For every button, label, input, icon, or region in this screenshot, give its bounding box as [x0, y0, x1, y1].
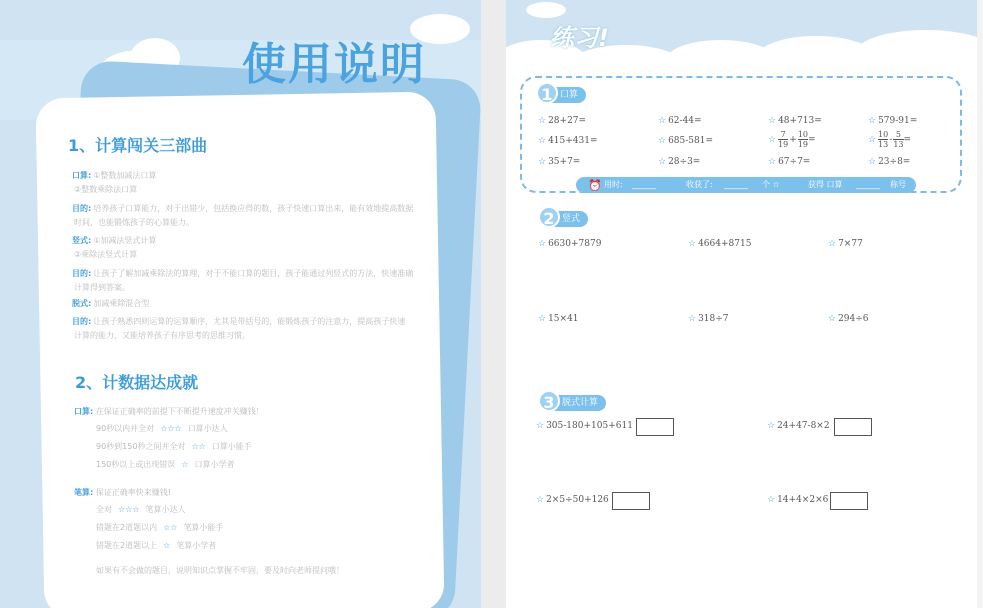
problem-text: 685-581=	[668, 136, 714, 146]
stepwise-problem	[767, 495, 828, 505]
fraction	[878, 130, 888, 149]
row-tag: 竖式:	[72, 236, 92, 245]
oral-problem	[538, 136, 598, 146]
vertical-badge	[540, 211, 588, 227]
problem-text: 415+431=	[548, 136, 598, 146]
problem-text: 23÷8=	[878, 157, 911, 167]
row-text: ②乘除法竖式计算	[74, 250, 138, 259]
problem-text: 318÷7	[698, 314, 729, 324]
page-gap	[481, 0, 506, 608]
reward-title: 口算小学者	[194, 460, 235, 469]
problem-text: 15×41	[548, 314, 579, 324]
problem-text: 6630+7879	[548, 239, 602, 249]
row-text: ②整数乘除法口算	[74, 185, 138, 194]
written-intro: 保证正确率快来赚钱!	[95, 488, 171, 497]
row-tag: 脱式:	[72, 299, 92, 308]
row-text: ①整数加减法口算	[93, 171, 157, 180]
reward-title: 笔算小学者	[176, 541, 217, 550]
vertical-problem	[538, 239, 601, 249]
problem-text: 62-44=	[668, 116, 702, 126]
instruction-row	[72, 203, 413, 214]
instruction-row	[72, 217, 194, 228]
denominator: 19	[778, 140, 789, 149]
stepwise-label: 脱式计算	[562, 398, 599, 408]
oral-problem	[658, 157, 700, 167]
score-bar	[576, 177, 916, 193]
written-tag: 笔算:	[74, 488, 94, 497]
fraction	[893, 130, 903, 149]
row-text: 培养孩子口算能力，对于出错少，包括换应得的数，孩子快速口算出来，能有效地提高数据	[93, 204, 414, 213]
problem-text: 2×5÷50+126	[546, 495, 609, 505]
numerator: 10	[797, 130, 808, 139]
instruction-row	[72, 184, 137, 195]
problem-text: 28÷3=	[668, 157, 701, 167]
answer-box[interactable]	[612, 492, 650, 510]
oral-problem	[538, 157, 580, 167]
time-label: 用时:	[604, 180, 623, 189]
equals-sign: =	[808, 135, 816, 145]
reward-condition: 90秒以内并全对	[96, 424, 155, 433]
section-number-badge: 3	[538, 390, 560, 412]
oral-intro: 在保证正确率的前提下不断提升速度冲关赚钱！	[95, 407, 264, 416]
section2-heading: 2、计数据达成就	[75, 373, 199, 392]
numerator: 10	[878, 130, 889, 139]
star-icon: ☆	[688, 239, 697, 249]
reward-title: 笔算小达人	[145, 505, 186, 514]
star-icon: ☆	[538, 136, 547, 146]
answer-box[interactable]	[830, 492, 868, 510]
problem-text: 579-91=	[878, 116, 918, 126]
star-icon: ☆☆☆	[160, 424, 182, 433]
oral-problem	[868, 116, 917, 126]
gain-blank[interactable]: ______	[724, 180, 748, 189]
reward-condition: 全对	[96, 505, 112, 514]
equals-sign: =	[903, 135, 912, 145]
gain-label: 收获了:	[686, 180, 713, 189]
star-icon: ☆	[658, 136, 667, 146]
vertical-problem	[688, 239, 751, 249]
row-tag: 口算:	[72, 171, 92, 180]
section-number-badge: 2	[538, 206, 560, 228]
vertical-problem	[688, 314, 729, 324]
reward-title: 口算小能手	[211, 442, 252, 451]
practice-title: 练习!	[550, 24, 609, 52]
star-icon: ☆	[538, 116, 547, 126]
problem-text: 35+7=	[548, 157, 581, 167]
problem-text: 24+47-8×2	[777, 421, 830, 431]
star-icon: ☆	[868, 157, 877, 167]
instruction-row	[72, 235, 156, 246]
star-icon: ☆	[768, 157, 777, 167]
oral-intro-row	[74, 406, 264, 417]
oral-tag: 口算:	[74, 407, 94, 416]
problem-text: 67÷7=	[778, 157, 811, 167]
rank-blank[interactable]: ______	[856, 180, 880, 189]
star-icon: ☆	[538, 157, 547, 167]
denominator: 13	[878, 140, 889, 149]
problem-text: 4664+8715	[698, 239, 752, 249]
row-text: 让孩子熟悉四则运算的运算顺序，尤其是带括号的，能锻炼孩子的注意力，提高孩子快速	[93, 317, 406, 326]
vertical-label: 竖式	[562, 214, 581, 224]
row-tag: 目的:	[72, 269, 92, 278]
star-icon: ☆	[768, 135, 777, 145]
operator: +	[789, 135, 797, 145]
reward-condition: 错题在2道题以上	[96, 541, 158, 550]
row-tag: 目的:	[72, 317, 92, 326]
practice-page	[506, 0, 977, 608]
reward-row	[96, 540, 216, 551]
stepwise-problem	[536, 421, 633, 431]
star-icon: ☆	[868, 116, 877, 126]
stepwise-problem	[536, 495, 609, 505]
problem-text: 14+4×2×6	[777, 495, 829, 505]
reward-row	[96, 423, 228, 434]
star-icon: ☆☆	[191, 442, 206, 451]
instruction-row	[72, 316, 405, 327]
cloud-decoration	[856, 30, 977, 75]
star-icon: ☆	[181, 460, 189, 469]
vertical-problem	[828, 314, 869, 324]
row-text: ①加减法竖式计算	[93, 236, 157, 245]
oral-problem	[768, 130, 816, 149]
reward-title: 口算小达人	[187, 424, 228, 433]
star-icon: ☆	[767, 495, 776, 505]
oral-problem	[658, 116, 702, 126]
time-blank[interactable]: ______	[632, 180, 656, 189]
vertical-problem	[828, 239, 863, 249]
row-text: 计算的能力，又能培养孩子有序思考的思维习惯。	[74, 331, 250, 340]
reward-condition: 150秒以上或出现错误	[96, 460, 176, 469]
answer-box[interactable]	[834, 418, 872, 436]
star-icon: ☆	[868, 135, 877, 145]
instruction-row	[72, 282, 130, 293]
instruction-row	[72, 249, 137, 260]
row-text: 计算得到答案。	[74, 283, 130, 292]
row-tag: 目的:	[72, 204, 92, 213]
reward-row	[96, 441, 252, 452]
star-icon: ☆	[658, 116, 667, 126]
written-intro-row	[74, 487, 171, 498]
stepwise-problem	[767, 421, 830, 431]
page-title: 使用说明	[242, 39, 426, 90]
reward-row	[96, 504, 186, 515]
oral-problem	[868, 130, 911, 149]
reward-row	[96, 459, 234, 470]
fraction	[798, 130, 808, 149]
oral-problem	[768, 157, 810, 167]
clock-icon: ⏰	[588, 179, 602, 192]
reward-row	[96, 522, 223, 533]
row-text: 让孩子了解加减乘除法的算理，对于不能口算的题目，孩子能通过列竖式的方法，快速准确	[93, 269, 414, 278]
instruction-row	[72, 298, 149, 309]
reward-title: 笔算小能手	[183, 523, 224, 532]
instruction-row	[72, 330, 250, 341]
footer-note: 如果有不会做的题目，说明知识点掌握不牢固，要及时向老师提问哦！	[96, 566, 344, 575]
section-number-badge: 1	[536, 82, 558, 104]
star-icon: ☆	[688, 314, 697, 324]
problem-text: 305-180+105+611	[546, 421, 633, 431]
section1-heading: 1、计算闯关三部曲	[68, 136, 208, 155]
problem-text: 28+27=	[548, 116, 587, 126]
problem-text: 48+713=	[778, 116, 822, 126]
star-icon: ☆	[538, 314, 547, 324]
answer-box[interactable]	[636, 418, 674, 436]
star-icon: ☆	[163, 541, 171, 550]
numerator: 5	[893, 130, 903, 140]
oral-label: 口算	[560, 90, 579, 100]
oral-problem	[538, 116, 586, 126]
instruction-row	[72, 170, 156, 181]
instruction-row	[72, 268, 413, 279]
stepwise-badge	[540, 395, 606, 411]
row-text: 时间，也能锻炼孩子的心算能力。	[74, 218, 194, 227]
vertical-problem	[538, 314, 579, 324]
numerator: 7	[778, 130, 788, 140]
instructions-page	[0, 0, 481, 608]
reward-condition: 错题在2道题以内	[96, 523, 158, 532]
oral-problem	[658, 136, 713, 146]
denominator: 19	[797, 140, 808, 149]
rank-unit: 称号	[890, 180, 906, 189]
denominator: 13	[893, 140, 904, 149]
star-icon: ☆	[658, 157, 667, 167]
cloud-decoration	[526, 2, 566, 18]
star-icon: ☆	[536, 421, 545, 431]
gain-unit: 个 ☆	[762, 180, 780, 189]
star-icon: ☆	[538, 239, 547, 249]
oral-problem	[768, 116, 822, 126]
star-icon: ☆	[536, 495, 545, 505]
star-icon: ☆	[828, 314, 837, 324]
problem-text: 7×77	[838, 239, 863, 249]
oral-problem	[868, 157, 910, 167]
reward-condition: 90秒到150秒之间并全对	[96, 442, 186, 451]
operator: -	[889, 135, 893, 145]
star-icon: ☆	[828, 239, 837, 249]
fraction	[778, 130, 788, 149]
oral-badge	[538, 87, 586, 103]
star-icon: ☆☆☆	[118, 505, 140, 514]
row-text: 加减乘除混合型	[93, 299, 150, 308]
star-icon: ☆	[768, 116, 777, 126]
star-icon: ☆☆	[163, 523, 178, 532]
star-icon: ☆	[767, 421, 776, 431]
rank-label: 获得 口算	[808, 180, 843, 189]
problem-text: 294÷6	[838, 314, 869, 324]
